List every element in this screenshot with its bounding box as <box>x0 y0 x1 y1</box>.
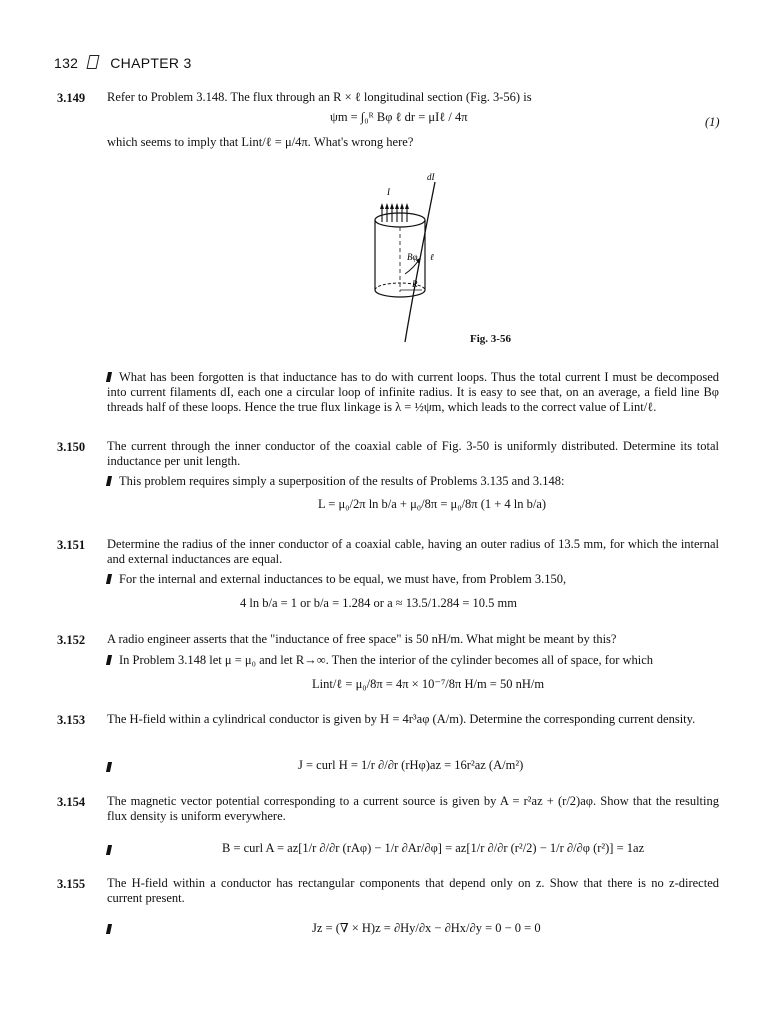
solution-marker-icon <box>106 574 112 584</box>
solution-body: This problem requires simply a superposition of the results of Problems 3.135 and 3.148: <box>119 474 565 488</box>
problem-statement: The H-field within a conductor has rectangular components that depend only on z. Show that there is no z-directed current present. <box>107 876 719 905</box>
solution-body: For the internal and external inductances to be equal, we must have, from Problem 3.150, <box>119 572 567 586</box>
svg-text:I: I <box>387 187 390 197</box>
equation-number: (1) <box>705 115 720 129</box>
flux-equation: ψm = ∫₀ᴿ Bφ ℓ dr = μIℓ / 4π <box>330 110 468 124</box>
figure-caption: Fig. 3-56 <box>470 333 511 345</box>
flux-density-equation: B = curl A = az[1/r ∂/∂r (rAφ) − 1/r ∂Ar/∂φ] = az[1/r ∂/∂r (r²/2) − 1/r ∂/∂φ (r²)] = 1az <box>222 841 645 855</box>
cylinder-figure <box>360 172 470 352</box>
solution-text <box>107 370 719 415</box>
solution-marker-icon <box>106 372 112 382</box>
solution-text <box>107 653 719 668</box>
problem-statement: The H-field within a cylindrical conductor is given by H = 4r³aφ (A/m). Determine the corresponding current density. <box>107 712 696 726</box>
problem-number: 3.151 <box>57 538 86 552</box>
solution-marker-icon <box>106 845 112 855</box>
problem-number: 3.149 <box>57 91 86 105</box>
inductance-equation: L = μ₀/2π ln b/a + μ₀/8π = μ₀/8π (1 + 4 ln b/a) <box>318 497 547 511</box>
solution-marker-icon <box>106 655 112 665</box>
problem-number: 3.152 <box>57 633 86 647</box>
svg-text:R: R <box>412 279 418 289</box>
page-number: 132 <box>54 55 79 71</box>
problem-statement: A radio engineer asserts that the "inductance of free space" is 50 nH/m. What might be meant by this? <box>107 632 617 646</box>
solution-marker-icon <box>106 476 112 486</box>
svg-text:dI: dI <box>427 172 435 182</box>
problem-statement: The magnetic vector potential corresponding to a current source is given by A = r²az + (r/2)aφ. Show that the resulting flux density is uniform everywhere. <box>107 794 719 823</box>
free-space-equation: Lint/ℓ = μ₀/8π = 4π × 10⁻⁷/8π H/m = 50 nH/m <box>312 677 545 691</box>
problem-number: 3.155 <box>57 877 86 891</box>
current-density-equation: J = curl H = 1/r ∂/∂r (rHφ)az = 16r²az (A/m²) <box>298 758 524 772</box>
svg-text:ℓ: ℓ <box>430 252 434 262</box>
problem-statement: The current through the inner conductor of the coaxial cable of Fig. 3-50 is uniformly distributed. Determine its total inductance per unit length. <box>107 439 719 468</box>
problem-statement: Determine the radius of the inner conductor of a coaxial cable, having an outer radius of 13.5 mm, for which the internal and external inductances are equal. <box>107 537 719 566</box>
problem-statement-continued: which seems to imply that Lint/ℓ = μ/4π. What's wrong here? <box>107 135 414 149</box>
problem-statement: Refer to Problem 3.148. The flux through an R × ℓ longitudinal section (Fig. 3-56) is <box>107 90 532 104</box>
chapter-title: CHAPTER 3 <box>110 55 192 71</box>
solution-marker-icon <box>106 924 112 934</box>
problem-number: 3.154 <box>57 795 86 809</box>
solution-text <box>107 572 719 587</box>
chapter-marker-icon <box>87 55 100 69</box>
solution-body: What has been forgotten is that inductance has to do with current loops. Thus the total current I must be decomposed into current filaments dI, each one a circular loop of infinite radius. It is easy to see that, on an average, a field line Bφ threads half of these loops. Hence the true flux linkage is λ = ½ψm, which leads to the correct value of Lint/ℓ. <box>107 370 719 414</box>
radius-equation: 4 ln b/a = 1 or b/a = 1.284 or a ≈ 13.5/1.284 = 10.5 mm <box>240 596 517 610</box>
page-header <box>54 55 192 71</box>
problem-number: 3.150 <box>57 440 86 454</box>
z-current-equation: Jz = (∇ × H)z = ∂Hy/∂x − ∂Hx/∂y = 0 − 0 = 0 <box>312 921 541 935</box>
solution-marker-icon <box>106 762 112 772</box>
solution-body: In Problem 3.148 let μ = μ₀ and let R→∞. Then the interior of the cylinder becomes all of space, for which <box>119 653 654 667</box>
svg-text:Bφ: Bφ <box>407 252 418 262</box>
problem-number: 3.153 <box>57 713 86 727</box>
solution-text <box>107 474 719 489</box>
